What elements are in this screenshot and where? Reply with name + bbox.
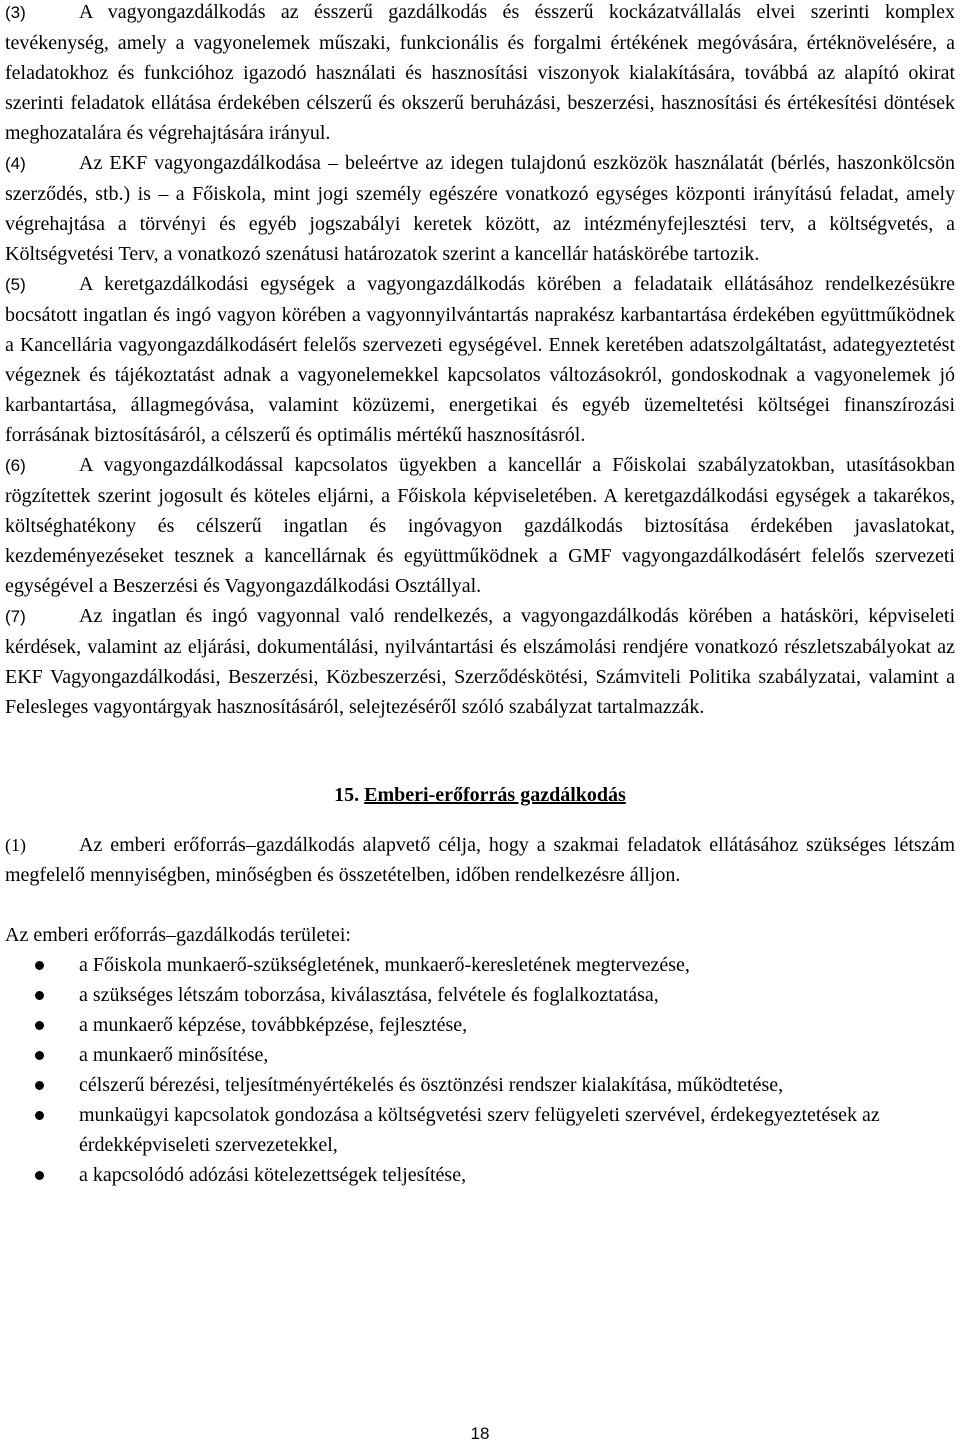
paragraph-text: A keretgazdálkodási egységek a vagyongazdálkodás körében a feladataik ellátásához rendelkezésükre bocsátott ingatlan és ingó vagyon körében a vagyonnyilvántartás naprakész karbantartása érdekében együttműködnek a Kancellária vagyongazdálkodásért felelős szervezeti egységével. Ennek keretében adatszolgáltatást, adategyeztetést végeznek és tájékoztatást adnak a vagyonelemekkel kapcsolatos változásokról, gondoskodnak a vagyonelemek jó karbantartása, állagmegóvása, valamint közüzemi, energetikai és egyéb üzemeltetési költségei finanszírozási forrásának biztosításáról, a célszerű és optimális mértékű hasznosításról. xyxy=(5,273,955,446)
list-item xyxy=(5,950,955,980)
list-item-text: a szükséges létszám toborzása, kiválasztása, felvétele és foglalkoztatása, xyxy=(79,984,659,1006)
paragraph-7 xyxy=(5,601,955,722)
list-item-text: célszerű bérezési, teljesítményértékelés és ösztönzési rendszer kialakítása, működtetése, xyxy=(79,1074,784,1096)
page-number: 18 xyxy=(470,1424,490,1443)
bullet-icon xyxy=(35,1171,44,1180)
bullet-icon xyxy=(35,1021,44,1030)
paragraph-number: (3) xyxy=(5,3,26,22)
areas-list xyxy=(5,950,955,1190)
paragraph-list-top xyxy=(5,0,955,722)
paragraph-6 xyxy=(5,450,955,601)
bullet-icon xyxy=(35,1081,44,1090)
paragraph-3 xyxy=(5,0,955,148)
section-heading xyxy=(5,780,955,810)
paragraph-number: (1) xyxy=(5,835,26,855)
bullet-icon xyxy=(35,991,44,1000)
list-item xyxy=(5,1160,955,1190)
bullet-icon xyxy=(35,1111,44,1120)
list-item xyxy=(5,1070,955,1100)
paragraph-number: (5) xyxy=(5,275,26,294)
list-item-text: a Főiskola munkaerő-szükségletének, munkaerő-keresletének megtervezése, xyxy=(79,954,690,976)
paragraph-text: Az emberi erőforrás–gazdálkodás alapvető célja, hogy a szakmai feladatok ellátásához szükséges létszám megfelelő mennyiségben, minőségben és összetételben, időben rendelkezésre álljon. xyxy=(5,834,955,886)
list-item-text: munkaügyi kapcsolatok gondozása a költségvetési szerv felügyeleti szervével, érdekegyeztetések az érdekképviseleti szervezetekkel, xyxy=(79,1104,880,1156)
list-item-text: a munkaerő képzése, továbbképzése, fejlesztése, xyxy=(79,1014,468,1036)
list-item-text: a munkaerő minősítése, xyxy=(79,1044,269,1066)
paragraph-4 xyxy=(5,148,955,269)
paragraph-text: Az ingatlan és ingó vagyonnal való rendelkezés, a vagyongazdálkodás körében a hatásköri, képviseleti kérdések, valamint az eljárási, dokumentálási, nyilvántartási és elszámolási rendjére vonatkozó részletszabályokat az EKF Vagyongazdálkodási, Beszerzési, Közbeszerzési, Szerződéskötési, Számviteli Politika szabályzatai, valamint a Felesleges vagyontárgyak hasznosításáról, selejtezéséről szóló szabályzat tartalmazzák. xyxy=(5,605,955,718)
list-item-text: a kapcsolódó adózási kötelezettségek teljesítése, xyxy=(79,1164,467,1186)
list-item xyxy=(5,1100,955,1160)
paragraph-text: A vagyongazdálkodással kapcsolatos ügyekben a kancellár a Főiskolai szabályzatokban, utasításokban rögzítettek szerint jogosult és köteles eljárni, a Főiskola képviseletében. A keretgazdálkodási egységek a takarékos, költséghatékony és célszerű ingatlan és ingóvagyon gazdálkodás biztosítása érdekében javaslatokat, kezdeményezéseket tesznek a kancellárnak és együttműködnek a GMF vagyongazdálkodásért felelős szervezeti egységével a Beszerzési és Vagyongazdálkodási Osztállyal. xyxy=(5,454,955,597)
document-page xyxy=(5,0,955,1190)
list-item xyxy=(5,1010,955,1040)
areas-intro: Az emberi erőforrás–gazdálkodás területei: xyxy=(5,924,351,946)
bullet-icon xyxy=(35,1051,44,1060)
paragraph-text: A vagyongazdálkodás az ésszerű gazdálkodás és ésszerű kockázatvállalás elvei szerinti komplex tevékenység, amely a vagyonelemek műszaki, funkcionális és forgalmi értékének megóvására, értéknövelésére, a feladatokhoz és funkcióhoz igazodó használati és hasznosítási viszonyok kialakítására, továbbá az alapító okirat szerinti feladatok ellátása érdekében célszerű és okszerű beruházási, beszerzési, hasznosítási és értékesítési döntések meghozatalára és végrehajtására irányul. xyxy=(5,1,955,144)
list-item xyxy=(5,980,955,1010)
list-item xyxy=(5,1040,955,1070)
paragraph-number: (4) xyxy=(5,154,26,173)
bullet-icon xyxy=(35,961,44,970)
paragraph-1 xyxy=(5,830,955,890)
paragraph-number: (7) xyxy=(5,607,26,626)
paragraph-number: (6) xyxy=(5,456,26,475)
paragraph-5 xyxy=(5,269,955,450)
paragraph-text: Az EKF vagyongazdálkodása – beleértve az idegen tulajdonú eszközök használatát (bérlés, haszonkölcsön szerződés, stb.) is – a Főiskola, mint jogi személy egészére vonatkozó egységes központi irányítású feladat, amely végrehajtása a törvényi és egyéb jogszabályi keretek között, az intézményfejlesztési terv, a költségvetés, a Költségvetési Terv, a vonatkozó szenátusi határozatok szerint a kancellár hatáskörébe tartozik. xyxy=(5,152,955,265)
section-title: Emberi-erőforrás gazdálkodás xyxy=(364,784,626,806)
section-number: 15. xyxy=(334,784,360,806)
